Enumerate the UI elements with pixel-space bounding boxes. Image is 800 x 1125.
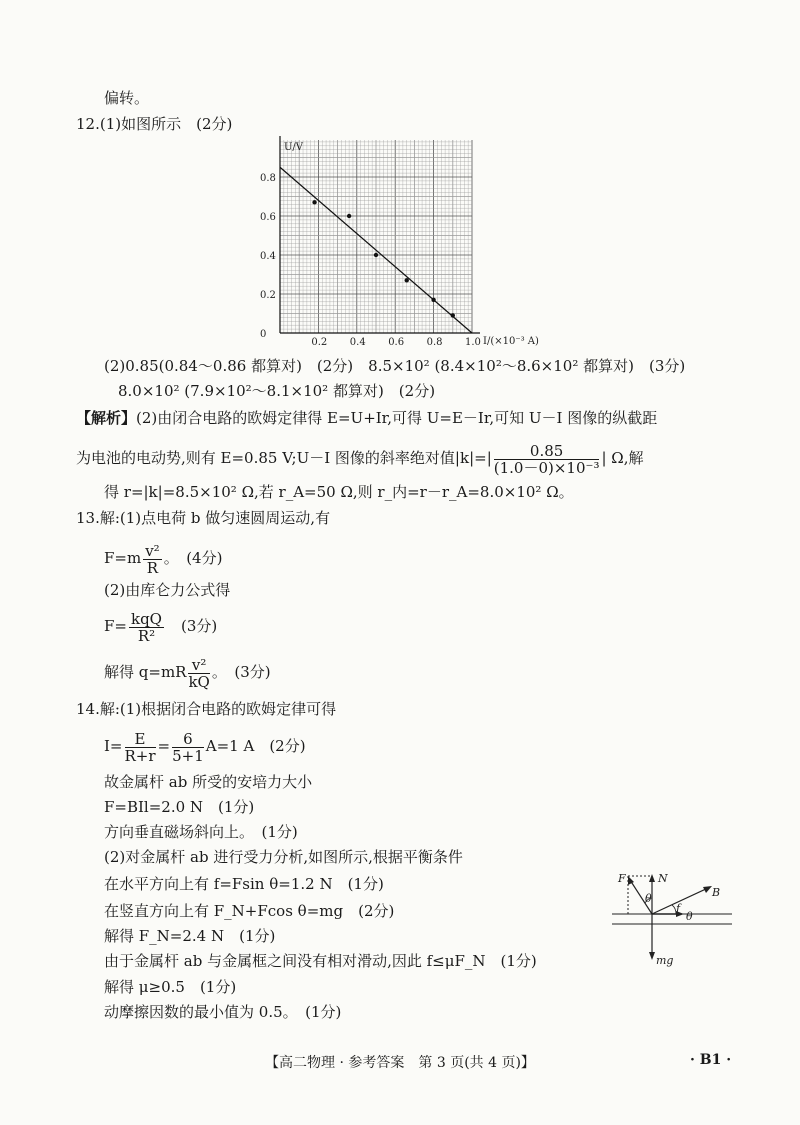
label-mg: mg: [656, 954, 674, 967]
q14-line6: 在竖直方向上有 F_N+Fcos θ=mg (2分): [104, 902, 395, 920]
f2-den: R²: [137, 626, 156, 645]
y-axis-label: U/V: [284, 142, 304, 153]
q14-line2: F=BIl=2.0 N (1分): [104, 798, 255, 816]
q12-part2-line2: 8.0×10² (7.9×10²～8.1×10² 都算对) (2分): [118, 382, 436, 400]
analysis-text2a: 为电池的电动势,则有 E=0.85 V;U－I 图像的斜率绝对值|k|=|: [76, 449, 492, 467]
uv-chart: [0, 135, 800, 355]
q13-formula1: [104, 538, 222, 578]
q14-line7: 解得 F_N=2.4 N (1分): [104, 927, 276, 945]
force-f-arrow: [628, 876, 634, 885]
page-code: · B1 ·: [690, 1052, 732, 1068]
q14-line10: 动摩擦因数的最小值为 0.5。 (1分): [104, 1003, 342, 1021]
mg-arrow: [649, 952, 655, 960]
x-tick-label: 0.8: [426, 337, 443, 348]
i-num2: 6: [172, 731, 204, 748]
data-point: [405, 278, 409, 282]
f1-num: v²: [145, 541, 160, 560]
analysis-label: 【解析】: [76, 409, 137, 427]
i-frac1: [125, 731, 156, 764]
force-diagram: [612, 868, 732, 968]
i-left: I=: [104, 737, 123, 755]
label-theta2: θ: [686, 910, 693, 923]
i-den2: 5+1: [172, 746, 204, 765]
f2-frac: [129, 611, 164, 644]
data-point: [347, 214, 351, 218]
f2-right: (3分): [165, 617, 218, 635]
i-num1: E: [125, 731, 156, 748]
q14-line4: (2)对金属杆 ab 进行受力分析,如图所示,根据平衡条件: [104, 848, 463, 866]
q14-line3: 方向垂直磁场斜向上。 (1分): [104, 823, 298, 841]
y-tick-label: 0.6: [260, 212, 276, 223]
x-tick-label: 0.4: [349, 337, 366, 348]
f2-num: kqQ: [130, 609, 162, 628]
slope-fraction: [494, 443, 600, 476]
x-tick-label: 0.2: [311, 337, 328, 348]
data-point: [312, 200, 316, 204]
footer: 【高二物理 · 参考答案 第 3 页(共 4 页)】: [265, 1055, 535, 1071]
f3-den: kQ: [188, 672, 210, 691]
data-point: [451, 313, 455, 317]
slope-den: (1.0－0)×10⁻³: [493, 458, 600, 477]
label-theta1: θ: [645, 892, 652, 905]
y-tick-label: 0.2: [260, 290, 276, 301]
label-N: N: [658, 872, 668, 885]
analysis-text2b: | Ω,解: [601, 449, 644, 467]
label-F: F: [618, 872, 626, 885]
q12-part2-line1: (2)0.85(0.84～0.86 都算对) (2分) 8.5×10² (8.4×10²～8.6×10² 都算对) (3分): [104, 357, 686, 375]
f1-den: R: [146, 558, 159, 577]
x-tick-label: 0.6: [388, 337, 405, 348]
i-right: A=1 A (2分): [205, 737, 306, 755]
q12-title: 12.(1)如图所示 (2分): [76, 115, 233, 133]
data-point: [374, 253, 378, 257]
f3-right: 。 (3分): [211, 663, 271, 681]
y-tick-label: 0: [260, 329, 267, 340]
q12-analysis-line3: 得 r=|k|=8.5×10² Ω,若 r_A=50 Ω,则 r_内=r－r_A=8.0×10² Ω。: [104, 483, 574, 501]
f1-right: 。 (4分): [163, 549, 223, 567]
q13-part2: (2)由库仑力公式得: [104, 581, 231, 599]
q14-line5: 在水平方向上有 f=Fsin θ=1.2 N (1分): [104, 875, 384, 893]
q14-current: [104, 726, 306, 766]
f1-left: F=m: [104, 549, 142, 567]
b-arrow: [703, 886, 712, 893]
q14-title: 14.解:(1)根据闭合电路的欧姆定律可得: [76, 700, 337, 718]
y-tick-label: 0.8: [260, 173, 276, 184]
i-frac2: [172, 731, 204, 764]
label-f: f: [676, 902, 681, 915]
y-tick-label: 0.4: [260, 251, 276, 262]
q14-line1: 故金属杆 ab 所受的安培力大小: [104, 773, 313, 791]
f3-frac: [188, 657, 209, 690]
label-B: B: [712, 886, 721, 899]
slope-num: 0.85: [494, 443, 600, 460]
analysis-text1: (2)由闭合电路的欧姆定律得 E=U+Ir,可得 U=E－Ir,可知 U－I 图像的纵截距: [136, 409, 658, 427]
f2-left: F=: [104, 617, 127, 635]
q14-line9: 解得 μ≥0.5 (1分): [104, 978, 237, 996]
data-point: [431, 298, 435, 302]
top-line: 偏转。: [104, 89, 150, 107]
i-mid: =: [157, 737, 171, 755]
x-tick-label: 1.0: [465, 337, 481, 348]
q13-formula3: [104, 652, 271, 692]
normal-arrow: [649, 874, 655, 882]
f3-num: v²: [188, 657, 209, 674]
i-den1: R+r: [124, 746, 156, 765]
q13-formula2: [104, 606, 217, 646]
q14-line8: 由于金属杆 ab 与金属框之间没有相对滑动,因此 f≤μF_N (1分): [104, 952, 537, 970]
f3-left: 解得 q=mR: [104, 663, 187, 681]
x-axis-label: I/(×10⁻³ A): [483, 336, 539, 347]
q12-analysis-line2: [76, 436, 644, 480]
f1-frac: [143, 543, 162, 576]
q13-title: 13.解:(1)点电荷 b 做匀速圆周运动,有: [76, 509, 331, 527]
q12-analysis-line1: [76, 408, 657, 428]
